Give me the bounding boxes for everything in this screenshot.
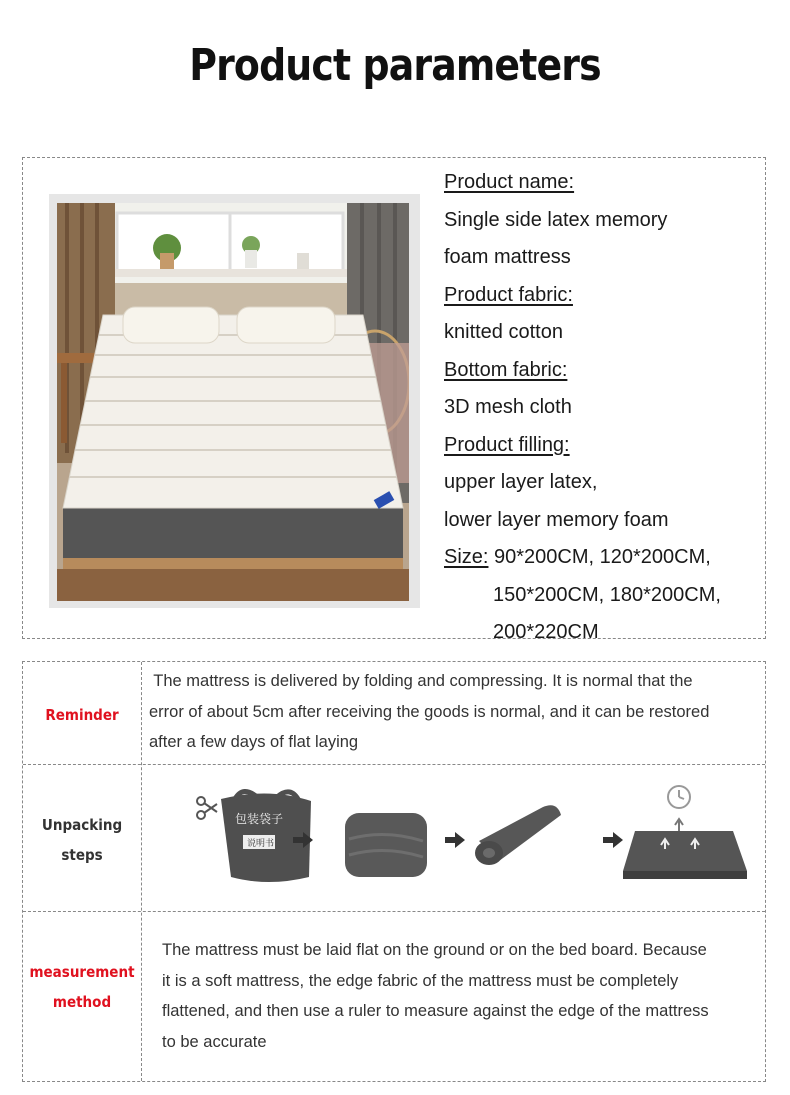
size-line2: 150*200CM, 180*200CM, <box>493 583 721 606</box>
bag-text1: 包装袋子 <box>235 812 284 826</box>
measurement-line1: The mattress must be laid flat on the ground or on the bed board. Because <box>162 941 707 959</box>
reminder-line1: The mattress is delivered by folding and compressing. It is normal that the <box>149 672 693 690</box>
arrow-right-icon <box>603 832 623 848</box>
product-filling-label: Product filling: <box>444 433 570 456</box>
flat-mattress-icon <box>623 819 747 879</box>
unpacking-label-line1: Unpacking <box>41 816 123 834</box>
measurement-line2: it is a soft mattress, the edge fabric of the mattress must be completely <box>162 971 679 990</box>
arrow-right-icon <box>445 832 465 848</box>
product-photo-frame <box>49 194 420 608</box>
product-filling-line2: lower layer memory foam <box>444 508 669 531</box>
reminder-line2: error of about 5cm after receiving the goods is normal, and it can be restored <box>149 702 710 721</box>
mattress-photo <box>57 203 409 601</box>
unpacking-row <box>23 765 765 912</box>
instructions-table <box>22 661 766 1082</box>
size-line1: 90*200CM, 120*200CM, <box>488 546 711 568</box>
measurement-label <box>29 957 135 1017</box>
packing-bag-icon <box>221 791 311 882</box>
bottom-fabric-value: 3D mesh cloth <box>444 396 572 418</box>
measurement-text <box>162 935 762 1057</box>
product-fabric-label: Product fabric: <box>444 283 573 306</box>
unpacking-steps-illustration <box>173 779 753 891</box>
reminder-text <box>149 666 765 758</box>
bag-text2: 说明书 <box>247 839 275 849</box>
clock-icon <box>668 786 690 808</box>
product-name-label: Product name: <box>444 171 575 193</box>
rolled-mattress-icon <box>475 805 561 865</box>
unpacking-label-line2: steps <box>61 846 103 864</box>
reminder-line3: after a few days of flat laying <box>149 733 359 751</box>
scissors-icon <box>197 797 217 819</box>
folded-mattress-icon <box>345 813 427 877</box>
size-label: Size: <box>444 546 489 568</box>
product-fabric-value: knitted cotton <box>444 321 563 343</box>
measurement-label-line2: method <box>52 993 112 1011</box>
product-filling-line1: upper layer latex, <box>444 471 598 493</box>
measurement-row <box>23 912 765 1081</box>
unpacking-label <box>29 810 135 870</box>
size-line3: 200*220CM <box>493 621 599 643</box>
page-title: Product parameters <box>189 40 601 91</box>
measurement-line4: to be accurate <box>162 1032 267 1051</box>
product-name-line1: Single side latex memory <box>444 208 668 231</box>
product-specs <box>444 164 764 652</box>
measurement-line3: flattened, and then use a ruler to measure against the edge of the mattress <box>162 1002 709 1020</box>
reminder-label: Reminder <box>45 706 119 724</box>
bottom-fabric-label: Bottom fabric: <box>444 358 568 381</box>
product-name-line2: foam mattress <box>444 246 571 268</box>
measurement-label-line1: measurement <box>29 963 135 981</box>
reminder-row <box>23 662 765 765</box>
product-parameters-panel <box>22 157 766 643</box>
